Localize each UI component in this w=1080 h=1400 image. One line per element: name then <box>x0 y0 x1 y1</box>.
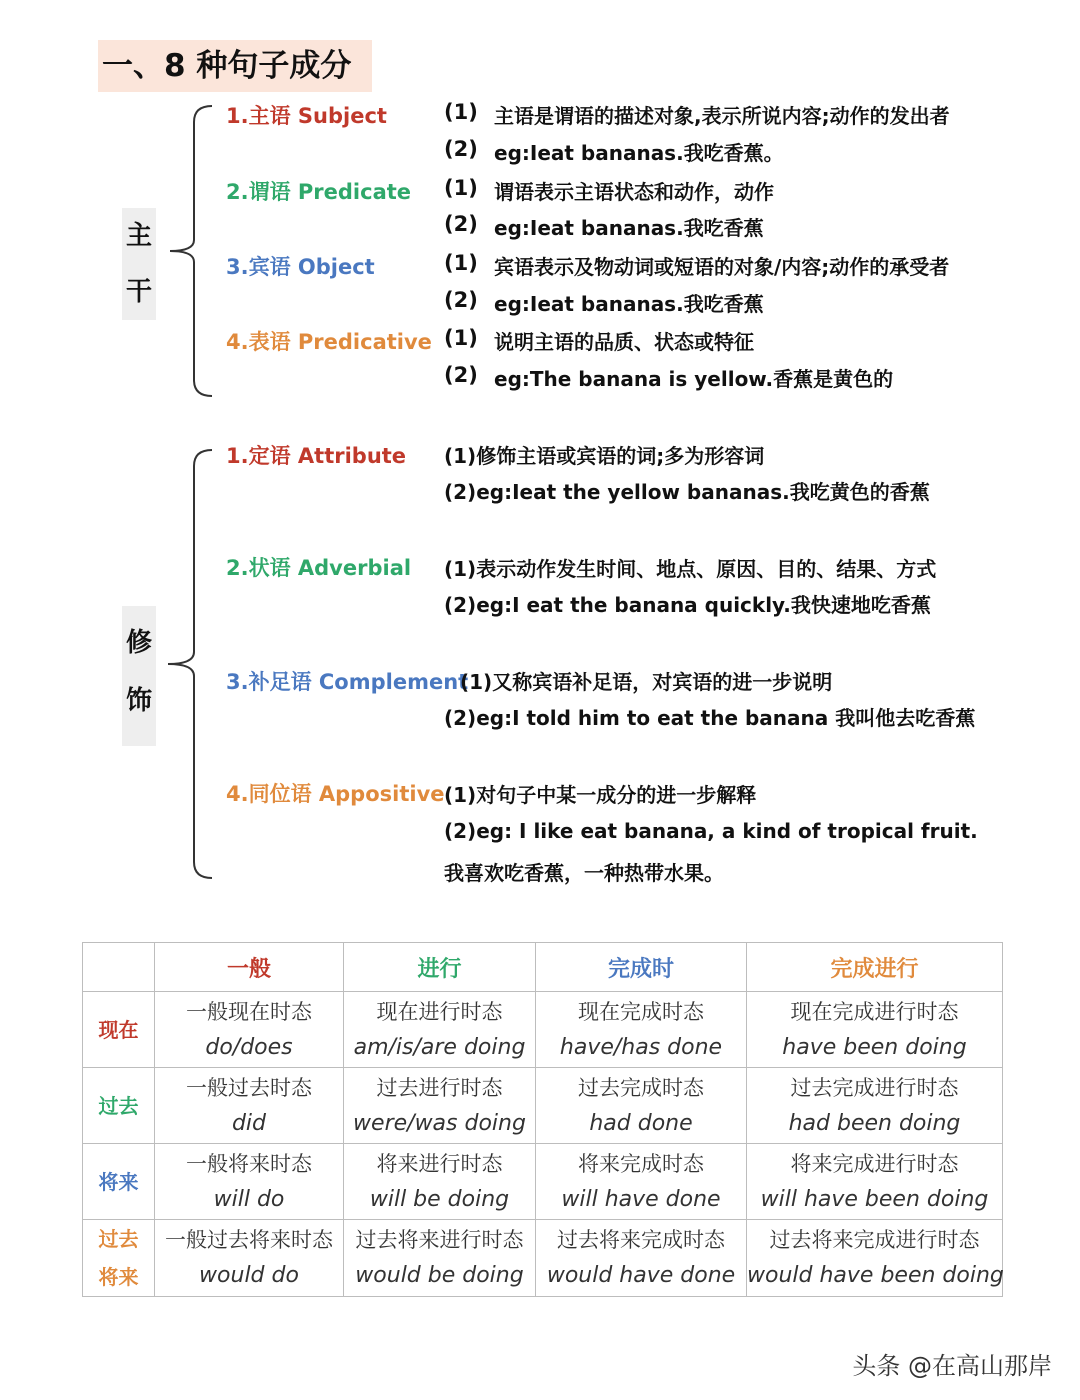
table-cell <box>536 1144 747 1220</box>
tense-form: am/is/are doing <box>353 1034 526 1060</box>
main-group-label <box>122 208 156 320</box>
label-attribute: 1.定语 Attribute <box>226 444 407 468</box>
tense-name: 现在进行时态 <box>376 999 503 1024</box>
tense-name: 过去完成时态 <box>578 1075 704 1100</box>
table-cell <box>344 1144 536 1220</box>
item-example: eg:Ieat bananas.我吃香蕉。 <box>494 141 784 165</box>
label-predicative: 4.表语 Predicative <box>226 330 432 354</box>
item-description: 宾语表示及物动词或短语的对象/内容;动作的承受者 <box>494 255 950 279</box>
main-group-label-char: 主 <box>125 221 152 251</box>
item-example: (2)eg:I told him to eat the banana 我叫他去吃香蕉 <box>444 706 976 730</box>
main-group-label-char: 干 <box>125 277 152 307</box>
table-cell <box>155 992 344 1068</box>
page-title: 一、8 种句子成分 <box>98 40 372 92</box>
table-cell <box>344 1220 536 1297</box>
watermark-text: 头条 @在高山那岸 <box>852 1352 1052 1380</box>
tense-name: 过去将来完成进行时态 <box>769 1228 980 1252</box>
table-row <box>83 1220 1003 1297</box>
table-cell <box>155 1220 344 1297</box>
item-description: 说明主语的品质、状态或特征 <box>494 330 754 354</box>
tense-form: will have done <box>561 1186 721 1212</box>
table-cell <box>344 992 536 1068</box>
table-header-cell: 完成时 <box>536 943 747 992</box>
tense-name: 一般将来时态 <box>186 1151 312 1176</box>
tense-name: 过去将来完成时态 <box>557 1228 725 1252</box>
item-example: (2)eg:I eat the banana quickly.我快速地吃香蕉 <box>444 593 931 617</box>
tense-form: will do <box>213 1186 285 1212</box>
tense-name: 一般过去时态 <box>186 1075 312 1100</box>
item-number: (1) <box>444 251 478 275</box>
table-cell <box>536 1220 747 1297</box>
item-example: (2)eg: I like eat banana, a kind of tropical fruit. <box>444 819 978 843</box>
modifier-group-label-char: 饰 <box>125 686 152 716</box>
tense-form: did <box>231 1110 267 1136</box>
tense-form: would do <box>199 1263 299 1288</box>
item-number: (2) <box>444 212 478 236</box>
item-number: (1) <box>444 326 478 350</box>
table-cell <box>536 1068 747 1144</box>
table-header-cell: 进行 <box>344 943 536 992</box>
table-row <box>83 1144 1003 1220</box>
table-corner-cell <box>83 943 155 992</box>
tense-form: do/does <box>205 1034 293 1060</box>
table-cell <box>747 992 1003 1068</box>
table-header-cell: 完成进行 <box>747 943 1003 992</box>
table-cell <box>155 1068 344 1144</box>
tense-form: have/has done <box>559 1034 723 1060</box>
item-description: (1)又称宾语补足语，对宾语的进一步说明 <box>460 670 833 694</box>
tense-form: had done <box>589 1110 693 1136</box>
table-cell <box>155 1144 344 1220</box>
item-number: (1) <box>444 100 478 124</box>
item-number: (2) <box>444 137 478 161</box>
label-adverbial: 2.状语 Adverbial <box>226 556 412 580</box>
tense-name: 过去进行时态 <box>376 1075 503 1100</box>
label-appositive: 4.同位语 Appositive <box>226 782 445 806</box>
item-description: (1)表示动作发生时间、地点、原因、目的、结果、方式 <box>444 557 937 581</box>
tense-form: had been doing <box>788 1110 961 1136</box>
tense-form: were/was doing <box>353 1110 526 1136</box>
table-row <box>83 1068 1003 1144</box>
main-group-brace <box>160 100 220 400</box>
tense-name: 过去完成进行时态 <box>790 1075 959 1100</box>
tense-name: 现在完成时态 <box>578 999 704 1024</box>
row-header-text: 现在 <box>98 1017 139 1042</box>
table-cell <box>747 1144 1003 1220</box>
tense-form: will be doing <box>369 1186 510 1212</box>
item-description: 谓语表示主语状态和动作，动作 <box>494 180 774 204</box>
tense-name: 将来进行时态 <box>376 1151 503 1176</box>
row-header <box>83 1220 155 1297</box>
item-number: (1) <box>444 176 478 200</box>
table-cell <box>344 1068 536 1144</box>
modifier-group-label-char: 修 <box>125 628 152 658</box>
row-header <box>83 992 155 1068</box>
tense-name: 一般现在时态 <box>186 999 312 1024</box>
tense-form: would have done <box>546 1263 736 1288</box>
modifier-group-brace <box>160 440 220 886</box>
row-header-text: 过去 <box>98 1227 139 1251</box>
row-header-text: 将来 <box>98 1169 139 1194</box>
tense-table <box>82 942 1003 1297</box>
label-subject: 1.主语 Subject <box>226 104 387 128</box>
item-example: eg:Ieat bananas.我吃香蕉 <box>494 292 764 316</box>
tense-name: 将来完成进行时态 <box>790 1151 959 1176</box>
row-header <box>83 1144 155 1220</box>
item-example-translation: 我喜欢吃香蕉，一种热带水果。 <box>444 861 724 885</box>
table-header-row <box>83 943 1003 992</box>
item-example: eg:The banana is yellow.香蕉是黄色的 <box>494 367 894 391</box>
tense-form: have been doing <box>782 1034 967 1060</box>
tense-name: 将来完成时态 <box>578 1151 704 1176</box>
table-cell <box>536 992 747 1068</box>
label-object: 3.宾语 Object <box>226 255 375 279</box>
item-example: eg:Ieat bananas.我吃香蕉 <box>494 216 764 240</box>
item-example: (2)eg:Ieat the yellow bananas.我吃黄色的香蕉 <box>444 480 930 504</box>
table-cell <box>747 1068 1003 1144</box>
table-header-cell: 一般 <box>155 943 344 992</box>
label-predicate: 2.谓语 Predicate <box>226 180 412 204</box>
label-complement: 3.补足语 Complement <box>226 670 469 694</box>
tense-name: 过去将来进行时态 <box>355 1228 524 1252</box>
table-row <box>83 992 1003 1068</box>
table-cell <box>747 1220 1003 1297</box>
tense-form: would have been doing <box>747 1263 1004 1288</box>
item-description: 主语是谓语的描述对象,表示所说内容;动作的发出者 <box>494 104 950 128</box>
tense-name: 一般过去将来时态 <box>165 1228 333 1252</box>
item-description: (1)对句子中某一成分的进一步解释 <box>444 783 757 807</box>
tense-form: would be doing <box>355 1263 524 1288</box>
item-number: (2) <box>444 363 478 387</box>
tense-form: will have been doing <box>760 1186 989 1212</box>
item-number: (2) <box>444 288 478 312</box>
row-header-text: 过去 <box>98 1093 139 1118</box>
row-header <box>83 1068 155 1144</box>
item-description: (1)修饰主语或宾语的词;多为形容词 <box>444 444 765 468</box>
tense-name: 现在完成进行时态 <box>790 999 959 1024</box>
row-header-text: 将来 <box>98 1265 139 1289</box>
modifier-group-label <box>122 606 156 746</box>
